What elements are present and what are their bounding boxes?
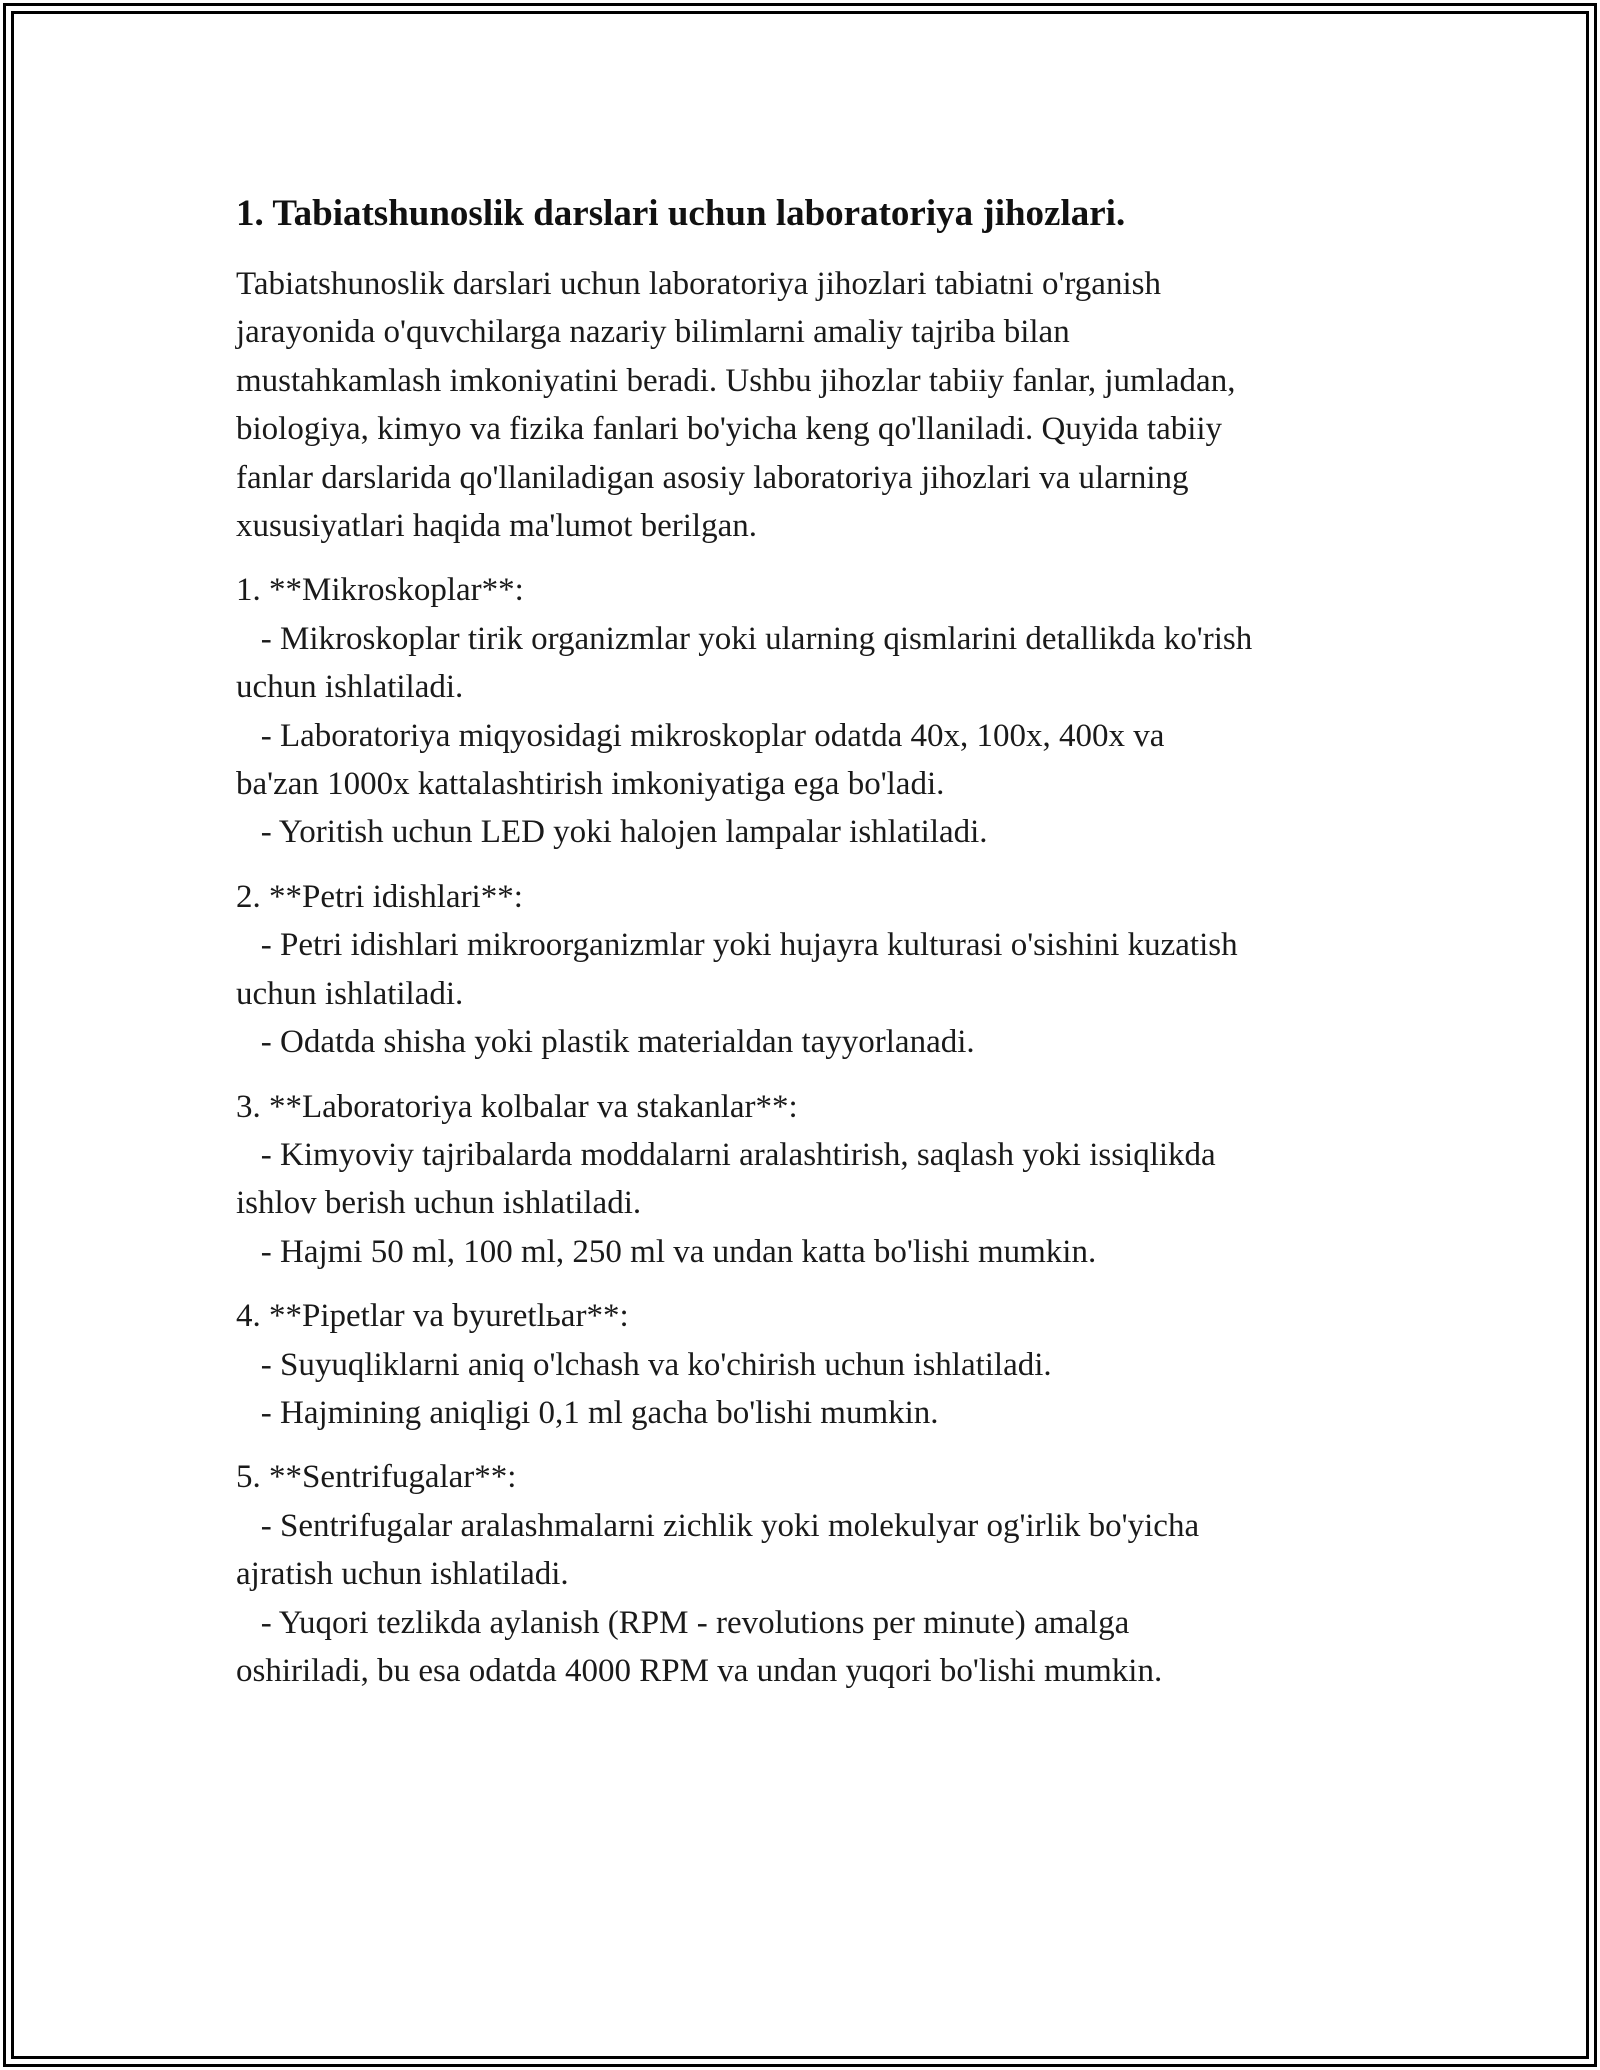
section-centrifuges: 5. **Sentrifugalar**: - Sentrifugalar aralashmalarni zichlik yoki molekulyar og'irlik bo'yicha ajratish uchun ishlatiladi. - Yuqori tezlikda aylanish (RPM - revolutions per minute) amalga oshiriladi, bu esa odatda 4000 RPM va undan yuqori bo'lishi mumkin. — [236, 1459, 1200, 1689]
section-flasks-beakers: 3. **Laboratoriya kolbalar va stakanlar**: - Kimyoviy tajribalarda moddalarni aralashtirish, saqlash yoki issiqlikda ishlov berish uchun ishlatiladi. - Hajmi 50 ml, 100 ml, 250 ml va undan katta bo'lishi mumkin. — [236, 1088, 1216, 1270]
section-petri-dishes: 2. **Petri idishlari**: - Petri idishlari mikroorganizmlar yoki hujayra kulturasi o'sishini kuzatish uchun ishlatiladi. - Odatda shisha yoki plastik materialdan tayyorlanadi. — [236, 878, 1238, 1061]
document-title: 1. Tabiatshunoslik darslari uchun laboratoriya jihozlari. — [236, 193, 1126, 234]
document-body — [236, 184, 1376, 1695]
intro-paragraph: Tabiatshunoslik darslari uchun laboratoriya jihozlari tabiatni o'rganish jarayonida o'quvchilarga nazariy bilimlarni amaliy tajriba bilan mustahkamlash imkoniyatini beradi. Ushbu jihozlar tabiiy fanlar, jumladan, biologiya, kimyo va fizika fanlari bo'yicha keng qo'llaniladi. Quyida tabiiy fanlar darslarida qo'llaniladigan asosiy laboratoriya jihozlari va ularning xususiyatlari haqida ma'lumot berilgan. — [236, 266, 1236, 545]
section-pipettes-burettes: 4. **Pipetlar va byuretlьar**: - Suyuqliklarni aniq o'lchash va ko'chirish uchun ishlatiladi. - Hajmining aniqligi 0,1 ml gacha bo'lishi mumkin. — [236, 1298, 1052, 1431]
section-microscopes: 1. **Mikroskoplar**: - Mikroskoplar tirik organizmlar yoki ularning qismlarini detallikda ko'rish uchun ishlatiladi. - Laboratoriya miqyosidagi mikroskoplar odatda 40x, 100x, 400x va ba'zan 1000x kattalashtirish imkoniyatiga ega bo'ladi. - Yoritish uchun LED yoki halojen lampalar ishlatiladi. — [236, 572, 1253, 851]
